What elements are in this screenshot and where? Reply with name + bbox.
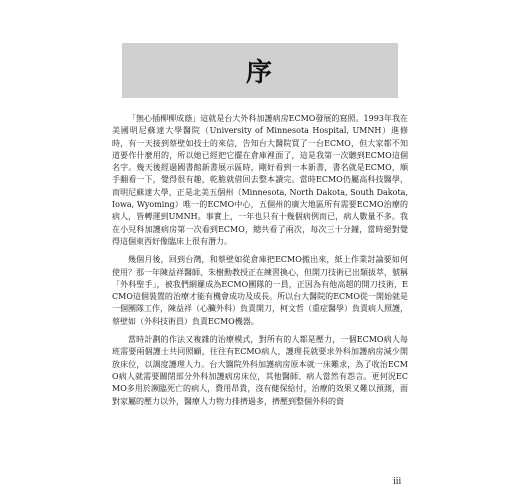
- title-band: [122, 43, 398, 98]
- paragraph: 當時計劃的作法又複雜的治療模式，對所有的人都是壓力，一個ECMO病人每班需要兩個護士共同照顧，往往有ECMO病人，護理長就要求外科加護病房減少開放床位，以調度護理人力。台大醫院外科加護病房原本就一床難求，為了收治ECMO病人就需要關閉部分外科加護病房床位，其他醫師、病人當然有怨言。更何況ECMO多用於瀕臨死亡的病人，費用昂貴，沒有健保給付，治療的效果又難以預測，面對家屬的壓力以外，醫療人力物力排擠過多，擠壓到整個外科的資: [112, 335, 408, 406]
- page-number: iii: [393, 476, 402, 487]
- paragraph: 幾個月後，回到台灣，和蔡壁如從倉庫把ECMO搬出來，紙上作業討論要如何使用？那一年陳益祥醫師、朱樹勳教授正在練習換心，但開刀技術已出類拔萃，號稱「外科聖手」，被我們網羅成為ECMO團隊的一員，正因為有他高超的開刀技術，ECMO這個裝置的治療才能有機會成功及成長。所以台大醫院的ECMO從一開始就是一個團隊工作，陳益祥（心臟外科）負責開刀，柯文哲（重症醫學）負責病人照護，蔡壁如（外科技術員）負責ECMO機器。: [112, 255, 408, 326]
- paragraph: 「無心插柳柳成蔭」這就是台大外科加護病房ECMO發展的寫照。1993年我在美國明尼蘇達大學醫院（University of Minnesota Hospital, UMNH）進修時，有一天接到蔡壁如技士的來信，告知台大醫院買了一台ECMO，但大家都不知道要作什麼用的，所以她已經把它擺在倉庫裡面了，這是我第一次聽到ECMO這個名字。幾天後經過國書館新書展示區時，剛好看到一本新書，書名就是ECMO，順手翻看一下，覺得很有趣，乾脆就借回去整本讀完。當時ECMO仍屬高科技醫學，而明尼蘇達大學，正是北美五個州（Minnesota, North Dakota, South Dakota, Iowa, Wyoming）唯一的ECMO中心，五個州的廣大地區所有需要ECMO治療的病人，皆轉運到UMNH。事實上，一年也只有十幾個病例而已，病人數量不多。我在小兒科加護病房第一次看到ECMO，總共看了兩次，每次三十分鐘，當時絕對覺得這個東西好像臨床上很有潛力。: [112, 114, 408, 246]
- page-title: 序: [245, 58, 274, 88]
- preface-body: [112, 113, 408, 414]
